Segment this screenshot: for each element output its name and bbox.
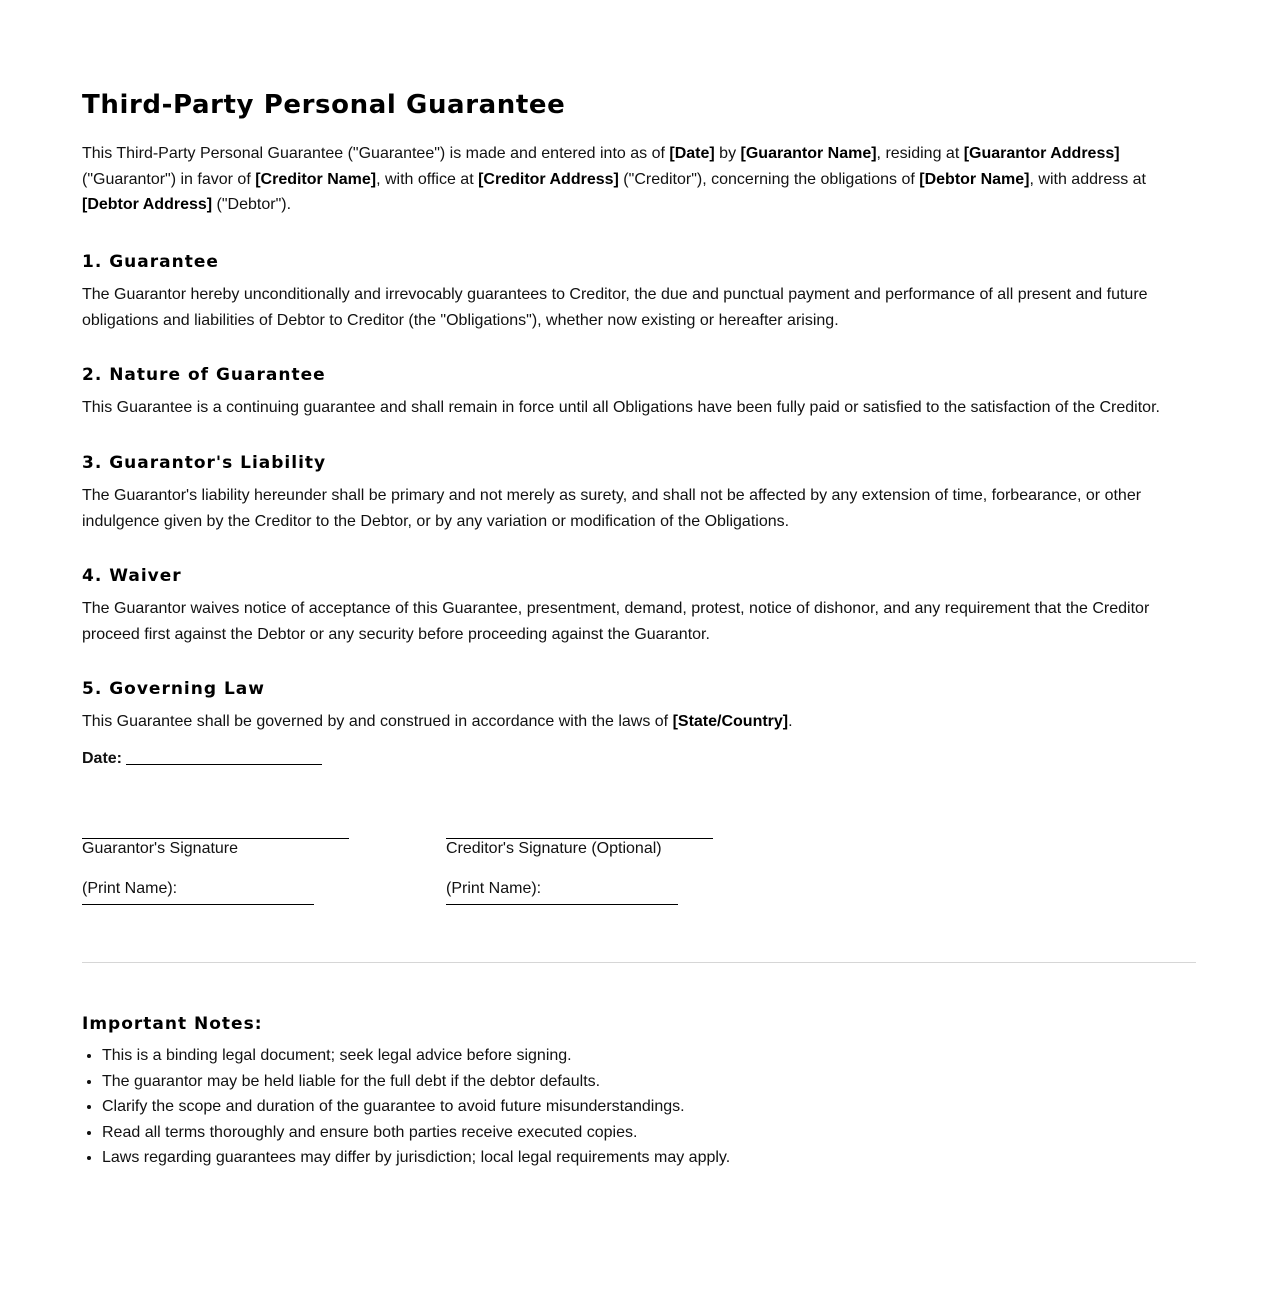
list-item: • Laws regarding guarantees may differ by jurisdiction; local legal requirements may apply. xyxy=(102,1145,730,1171)
section-body: This Guarantee is a continuing guarantee and shall remain in force until all Obligations have been fully paid or satisfied to the satisfaction of the Creditor. xyxy=(82,399,1160,416)
section-governing-law xyxy=(82,679,1182,735)
intro-paragraph: This Third-Party Personal Guarantee ("Guarantee") is made and entered into as of [Date] by [Guarantor Name], residing at [Guarantor Address] ("Guarantor") in favor of [Creditor Name], with office at [Creditor Address] ("Creditor"), concerning the obligations of [Debtor Name], with address at [Debtor Address] ("Debtor"). xyxy=(82,145,1146,214)
placeholder-creditor-address: [Creditor Address] xyxy=(478,170,619,188)
section-guarantee xyxy=(82,252,1182,333)
guarantor-signature-line[interactable] xyxy=(82,838,349,839)
section-body: The Guarantor waives notice of acceptance of this Guarantee, presentment, demand, protest, notice of dishonor, and any requirement that the Creditor proceed first against the Debtor or any security before proceeding against the Guarantor. xyxy=(82,600,1150,643)
placeholder-date: [Date] xyxy=(669,145,715,162)
placeholder-guarantor-name: [Guarantor Name] xyxy=(740,145,877,162)
date-blank-line[interactable] xyxy=(126,764,322,765)
guarantor-print-name-line[interactable] xyxy=(82,904,314,905)
document-title: Third-Party Personal Guarantee xyxy=(82,90,566,120)
creditor-signature-block xyxy=(446,838,713,905)
section-heading: 3. Guarantor's Liability xyxy=(82,453,327,473)
section-body: The Guarantor hereby unconditionally and irrevocably guarantees to Creditor, the due and punctual payment and performance of all present and future obligations and liabilities of Debtor to Creditor (the "Obligations"), whether now existing or hereafter arising. xyxy=(82,286,1148,329)
guarantor-signature-block xyxy=(82,838,349,905)
creditor-print-name-line[interactable] xyxy=(446,904,678,905)
guarantor-signature-label: Guarantor's Signature xyxy=(82,840,239,857)
section-heading: 4. Waiver xyxy=(82,566,182,586)
section-divider xyxy=(82,962,1196,963)
placeholder-debtor-name: [Debtor Name] xyxy=(919,170,1030,188)
creditor-signature-line[interactable] xyxy=(446,838,713,839)
section-body: The Guarantor's liability hereunder shall be primary and not merely as surety, and shall not be affected by any extension of time, forbearance, or other indulgence given by the Creditor to the Debtor, or by any variation or modification of the Obligations. xyxy=(82,487,1142,530)
placeholder-creditor-name: [Creditor Name] xyxy=(255,170,377,188)
list-item: • Clarify the scope and duration of the guarantee to avoid future misunderstandings. xyxy=(102,1094,730,1120)
important-notes-title: Important Notes: xyxy=(82,1014,263,1034)
list-item: • Read all terms thoroughly and ensure both parties receive executed copies. xyxy=(102,1120,730,1146)
date-field[interactable] xyxy=(82,750,322,768)
placeholder-debtor-address: [Debtor Address] xyxy=(82,196,213,214)
placeholder-state-country: [State/Country] xyxy=(672,713,789,730)
placeholder-guarantor-address: [Guarantor Address] xyxy=(963,145,1120,162)
section-nature-of-guarantee xyxy=(82,365,1182,421)
section-heading: 5. Governing Law xyxy=(82,679,265,699)
section-body: This Guarantee shall be governed by and construed in accordance with the laws of [State/Country]. xyxy=(82,713,793,730)
date-label: Date: xyxy=(82,750,123,767)
section-heading: 2. Nature of Guarantee xyxy=(82,365,326,385)
section-guarantors-liability xyxy=(82,453,1182,534)
important-notes-list xyxy=(82,1043,730,1171)
guarantor-print-name-label: (Print Name): xyxy=(82,880,178,897)
section-waiver xyxy=(82,566,1182,647)
creditor-signature-label: Creditor's Signature (Optional) xyxy=(446,840,662,857)
list-item: • This is a binding legal document; seek legal advice before signing. xyxy=(102,1043,730,1069)
list-item: • The guarantor may be held liable for the full debt if the debtor defaults. xyxy=(102,1069,730,1095)
section-heading: 1. Guarantee xyxy=(82,252,219,272)
creditor-print-name-label: (Print Name): xyxy=(446,880,542,897)
